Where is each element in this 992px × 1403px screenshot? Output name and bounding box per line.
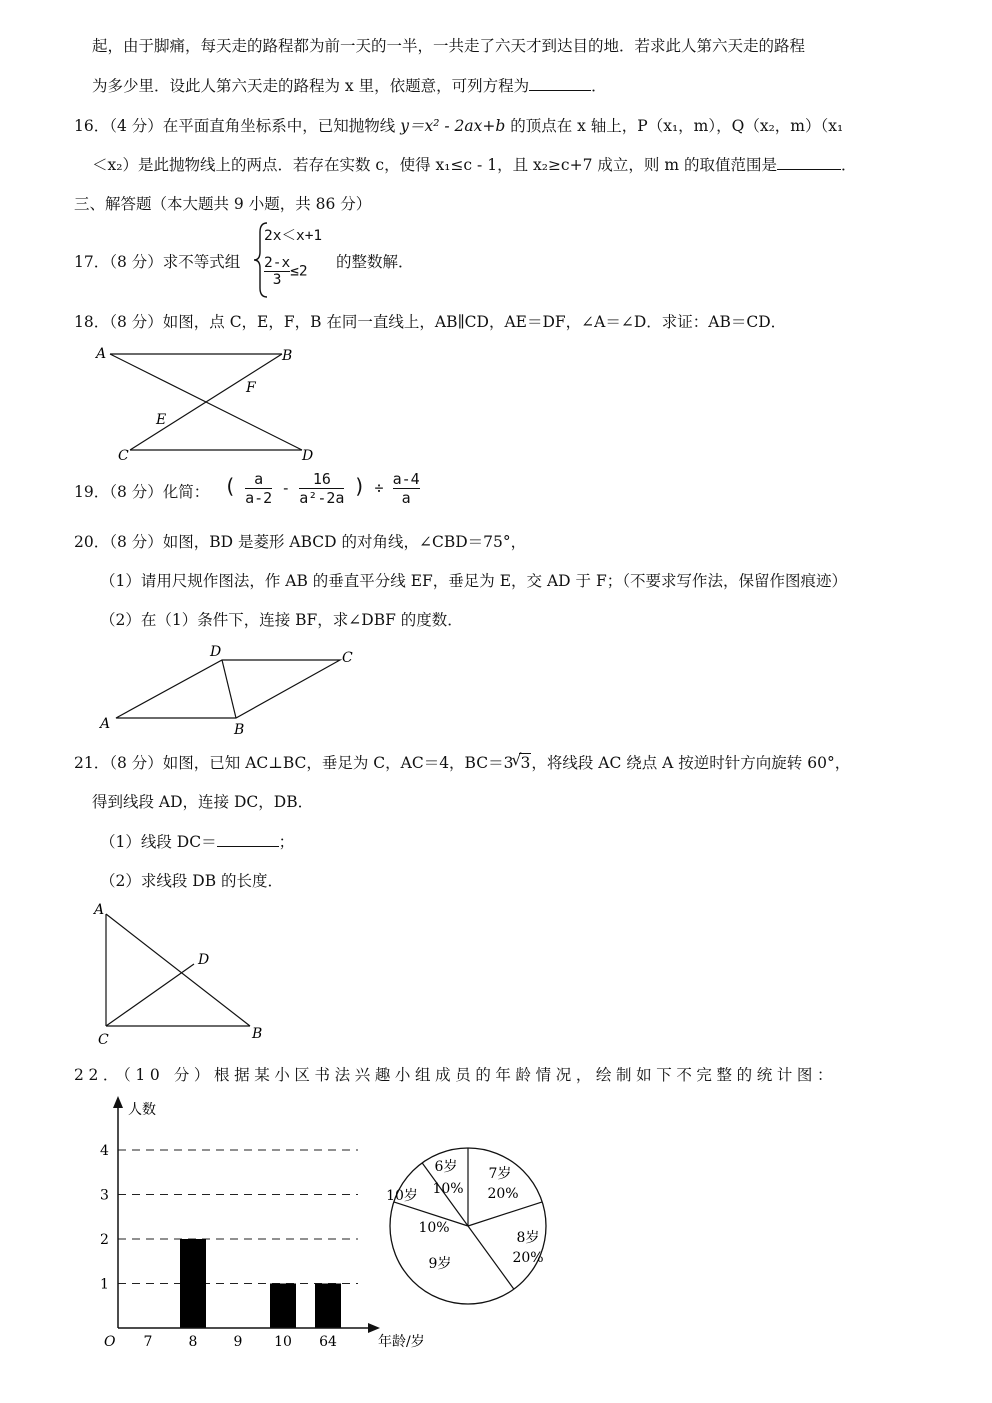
pie-slice-label: 10岁 (386, 1188, 418, 1204)
q19-fraction-3 (393, 470, 420, 507)
q19-fraction-2 (299, 470, 344, 507)
q21-label-C: C (98, 1032, 109, 1048)
pie-slice-percent: 20% (512, 1250, 544, 1266)
q21-label-B: B (252, 1026, 263, 1042)
q19-fraction-1 (245, 470, 272, 507)
pie-slice-label: 7岁 (488, 1166, 512, 1182)
q17-ineq2-tail: ≤2 (290, 263, 308, 280)
q21-part1-end: ； (278, 833, 295, 851)
q17-inequality-2 (264, 255, 308, 288)
q20-rhombus (116, 660, 340, 718)
x-tick-label: 9 (233, 1334, 243, 1350)
q17-fraction (264, 255, 290, 288)
pie-slice-label: 9岁 (428, 1256, 452, 1272)
q21-line2: 得到线段 AD，连接 DC，DB． (92, 793, 314, 811)
q20-part2: （2）在（1）条件下，连接 BF，求∠DBF 的度数． (100, 611, 463, 629)
x-axis-arrow-icon (368, 1323, 380, 1333)
q21-figure (90, 898, 270, 1048)
q18-label-C: C (118, 448, 129, 464)
q15-line2-text: 为多少里．设此人第六天走的路程为 x 里，依题意，可列方程为 (92, 77, 530, 95)
q18-text: 18．（8 分）如图，点 C，E，F，B 在同一直线上，AB∥CD，AE＝DF，∠A＝∠D．求证：AB＝CD． (74, 313, 787, 331)
origin-label: O (104, 1334, 116, 1350)
q20-label-C: C (342, 650, 353, 666)
y-axis-arrow-icon (113, 1096, 123, 1108)
q19-div: ÷ (374, 479, 384, 497)
pie-slice-boundary (468, 1226, 514, 1289)
q21-line1 (74, 751, 850, 773)
q21-segment-CD (106, 964, 194, 1026)
bar (315, 1284, 341, 1329)
x-tick-label: 64 (319, 1334, 337, 1350)
x-tick-label: 7 (143, 1334, 153, 1350)
q15-period: ． (591, 77, 607, 95)
q17-frac-num: 2-x (264, 255, 291, 271)
q19-paren-close: ) (353, 474, 366, 498)
q21-answer-blank[interactable] (217, 832, 279, 847)
y-axis-label: 人数 (128, 1102, 156, 1118)
q20-figure (94, 640, 374, 736)
q21-part2: （2）求线段 DB 的长度． (100, 872, 284, 890)
pie-slice-label: 8岁 (516, 1230, 540, 1246)
pie-slice-boundary (468, 1202, 542, 1226)
q16-line2-text: ＜x₂）是此抛物线上的两点．若存在实数 c，使得 x₁≤c - 1，且 x₂≥c+7 成立，则 m 的取值范围是 (92, 156, 777, 174)
q19-f2-num: 16 (312, 470, 331, 488)
q20-label-A: A (100, 716, 111, 732)
y-tick-label: 1 (100, 1276, 109, 1293)
q19-f1-num: a (254, 470, 264, 488)
pie-slice-percent: 10% (432, 1181, 464, 1197)
y-tick-label: 4 (100, 1143, 109, 1159)
q21-text-a: 21．（8 分）如图，已知 AC⊥BC，垂足为 C，AC＝4，BC＝3 (74, 754, 514, 772)
q18-label-F: F (246, 380, 256, 396)
pie-slice-percent: 10% (418, 1220, 450, 1236)
q19-paren-open: ( (224, 474, 237, 498)
q19-f3-num: a-4 (392, 470, 420, 488)
q17-frac-den: 3 (264, 271, 290, 288)
q21-sqrt-value: 3 (520, 754, 531, 772)
q20-diagonal-BD (222, 660, 236, 718)
section-3-heading: 三、解答题（本大题共 9 小题，共 86 分） (74, 195, 372, 213)
q19-minus: - (281, 479, 291, 497)
q17-inequality-1: 2x＜x+1 (264, 228, 323, 244)
q15-line2 (92, 74, 607, 96)
q16-answer-blank[interactable] (777, 155, 841, 170)
q22-text: 22．（10 分）根据某小区书法兴趣小组成员的年龄情况，绘制如下不完整的统计图： (74, 1066, 838, 1084)
q17-suffix: 的整数解． (336, 253, 414, 271)
q15-answer-blank[interactable] (529, 76, 591, 91)
q21-sqrt: √ 3 (511, 751, 531, 772)
q21-part1 (100, 830, 294, 852)
bar (270, 1284, 296, 1329)
bar (180, 1239, 206, 1328)
q16-line1 (74, 114, 843, 136)
q20-label-B: B (234, 722, 245, 736)
q22-pie-chart (384, 1146, 556, 1308)
q16-text-b: 的顶点在 x 轴上，P（x₁，m），Q（x₂，m）（x₁ (505, 117, 844, 135)
pie-slice-percent: 20% (487, 1186, 519, 1202)
q16-text-a: 16．（4 分）在平面直角坐标系中，已知抛物线 (74, 117, 401, 135)
x-axis-label: 年龄/岁 (378, 1334, 425, 1350)
q17-prefix: 17．（8 分）求不等式组 (74, 253, 241, 271)
q18-label-A: A (96, 346, 107, 362)
q18-label-D: D (302, 448, 314, 464)
q18-label-B: B (282, 348, 293, 364)
q20-line1: 20．（8 分）如图，BD 是菱形 ABCD 的对角线，∠CBD＝75°， (74, 533, 527, 551)
q19-prefix: 19．（8 分）化简： (74, 483, 210, 501)
q15-line1: 起，由于脚痛，每天走的路程都为前一天的一半，一共走了六天才到达目的地．若求此人第六天走的路程 (92, 37, 806, 55)
q18-figure (90, 340, 330, 468)
q19-f1-den: a-2 (245, 489, 273, 507)
q16-parabola: y＝x² - 2ax+b (400, 117, 506, 135)
q18-segment-CB (130, 354, 282, 450)
q21-part1-text: （1）线段 DC＝ (100, 833, 217, 851)
x-tick-label: 10 (274, 1334, 292, 1350)
q21-segment-AB (106, 914, 250, 1026)
q21-label-D: D (198, 952, 210, 968)
q19-f3-den: a (393, 488, 420, 507)
q20-part1: （1）请用尺规作图法，作 AB 的垂直平分线 EF，垂足为 E，交 AD 于 F；（不要求写作法，保留作图痕迹） (100, 572, 847, 590)
q21-text-b: ，将线段 AC 绕点 A 按逆时针方向旋转 60°， (531, 754, 851, 772)
y-tick-label: 2 (100, 1232, 109, 1248)
y-tick-label: 3 (100, 1187, 109, 1204)
q16-period: ． (840, 156, 857, 174)
q16-line2 (92, 153, 856, 175)
x-tick-label: 8 (188, 1334, 198, 1350)
q21-label-A: A (94, 902, 105, 918)
q19-expression (224, 470, 420, 507)
q18-label-E: E (156, 412, 167, 428)
pie-slice-label: 6岁 (434, 1159, 458, 1175)
q19-f2-den: a²-2a (299, 489, 345, 507)
q20-label-D: D (210, 644, 222, 660)
